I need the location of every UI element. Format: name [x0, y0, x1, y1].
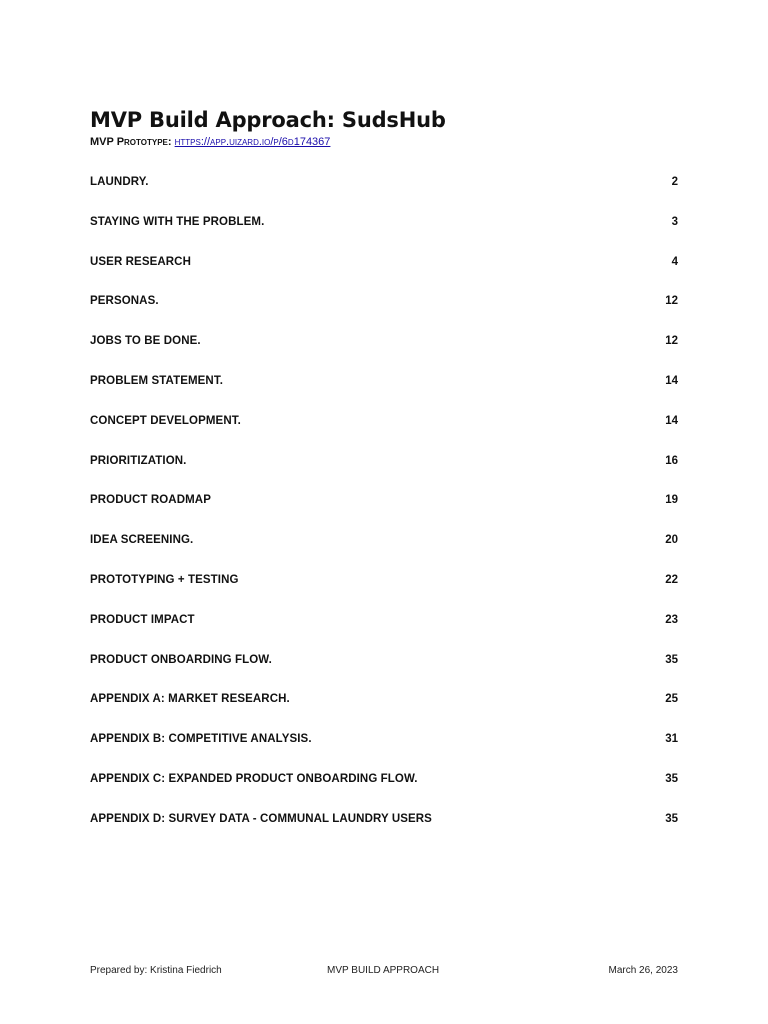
- footer-date: March 26, 2023: [608, 965, 678, 976]
- toc-entry-title: USER RESEARCH: [90, 255, 191, 268]
- toc-entry-title: IDEA SCREENING.: [90, 534, 194, 547]
- toc-entry-page: 16: [665, 454, 678, 467]
- toc-entry-page: 31: [665, 733, 678, 746]
- toc-entry-page: 35: [665, 812, 678, 825]
- toc-entry-page: 3: [671, 215, 678, 228]
- toc-entry-prioritization[interactable]: [90, 455, 678, 495]
- toc-entry-page: 25: [665, 693, 678, 706]
- toc-entry-staying-with-the-problem[interactable]: [90, 216, 678, 256]
- toc-entry-page: 22: [665, 573, 678, 586]
- toc-entry-page: 12: [665, 295, 678, 308]
- toc-entry-user-research[interactable]: [90, 256, 678, 296]
- document-title: MVP Build Approach: SudsHub: [90, 108, 446, 132]
- toc-entry-title: CONCEPT DEVELOPMENT.: [90, 414, 241, 427]
- toc-entry-title: PERSONAS.: [90, 295, 159, 308]
- toc-entry-title: APPENDIX B: COMPETITIVE ANALYSIS.: [90, 733, 312, 746]
- toc-entry-page: 12: [665, 335, 678, 348]
- toc-entry-idea-screening[interactable]: [90, 534, 678, 574]
- toc-entry-appendix-a[interactable]: [90, 693, 678, 733]
- toc-entry-title: PRODUCT IMPACT: [90, 613, 195, 626]
- toc-entry-page: 2: [671, 176, 678, 188]
- toc-entry-laundry[interactable]: [90, 176, 678, 216]
- toc-entry-title: APPENDIX C: EXPANDED PRODUCT ONBOARDING FLOW.: [90, 772, 418, 785]
- toc-entry-title: JOBS TO BE DONE.: [90, 335, 201, 348]
- toc-entry-title: STAYING WITH THE PROBLEM.: [90, 215, 265, 228]
- toc-entry-title: LAUNDRY.: [90, 176, 149, 188]
- toc-entry-product-roadmap[interactable]: [90, 494, 678, 534]
- toc-entry-page: 14: [665, 414, 678, 427]
- toc-entry-title: APPENDIX D: SURVEY DATA - COMMUNAL LAUNDRY USERS: [90, 812, 432, 825]
- toc-entry-page: 20: [665, 534, 678, 547]
- toc-entry-page: 35: [665, 653, 678, 666]
- toc-entry-appendix-b[interactable]: [90, 733, 678, 773]
- toc-entry-appendix-c[interactable]: [90, 773, 678, 813]
- page-footer: [90, 965, 678, 979]
- table-of-contents: [90, 176, 678, 853]
- toc-entry-page: 4: [671, 255, 678, 268]
- toc-entry-title: PROTOTYPING + TESTING: [90, 573, 239, 586]
- toc-entry-appendix-d[interactable]: [90, 813, 678, 853]
- prototype-link[interactable]: https://app.uizard.io/p/6d174367: [174, 136, 331, 148]
- footer-document-name: MVP BUILD APPROACH: [327, 965, 440, 976]
- toc-entry-personas[interactable]: [90, 295, 678, 335]
- toc-entry-product-onboarding-flow[interactable]: [90, 654, 678, 694]
- toc-entry-product-impact[interactable]: [90, 614, 678, 654]
- toc-entry-title: APPENDIX A: MARKET RESEARCH.: [90, 693, 290, 706]
- toc-entry-title: PROBLEM STATEMENT.: [90, 374, 223, 387]
- toc-entry-title: PRODUCT ONBOARDING FLOW.: [90, 653, 272, 666]
- prototype-label: MVP Prototype:: [90, 136, 172, 148]
- footer-prepared-by: Prepared by: Kristina Fiedrich: [90, 965, 222, 976]
- toc-entry-concept-development[interactable]: [90, 415, 678, 455]
- toc-entry-page: 23: [665, 613, 678, 626]
- toc-entry-title: PRODUCT ROADMAP: [90, 494, 211, 507]
- toc-entry-page: 14: [665, 374, 678, 387]
- toc-entry-page: 19: [665, 494, 678, 507]
- toc-entry-prototyping-testing[interactable]: [90, 574, 678, 614]
- toc-entry-title: PRIORITIZATION.: [90, 454, 187, 467]
- toc-entry-jobs-to-be-done[interactable]: [90, 335, 678, 375]
- toc-entry-page: 35: [665, 772, 678, 785]
- prototype-line: [90, 136, 330, 148]
- toc-entry-problem-statement[interactable]: [90, 375, 678, 415]
